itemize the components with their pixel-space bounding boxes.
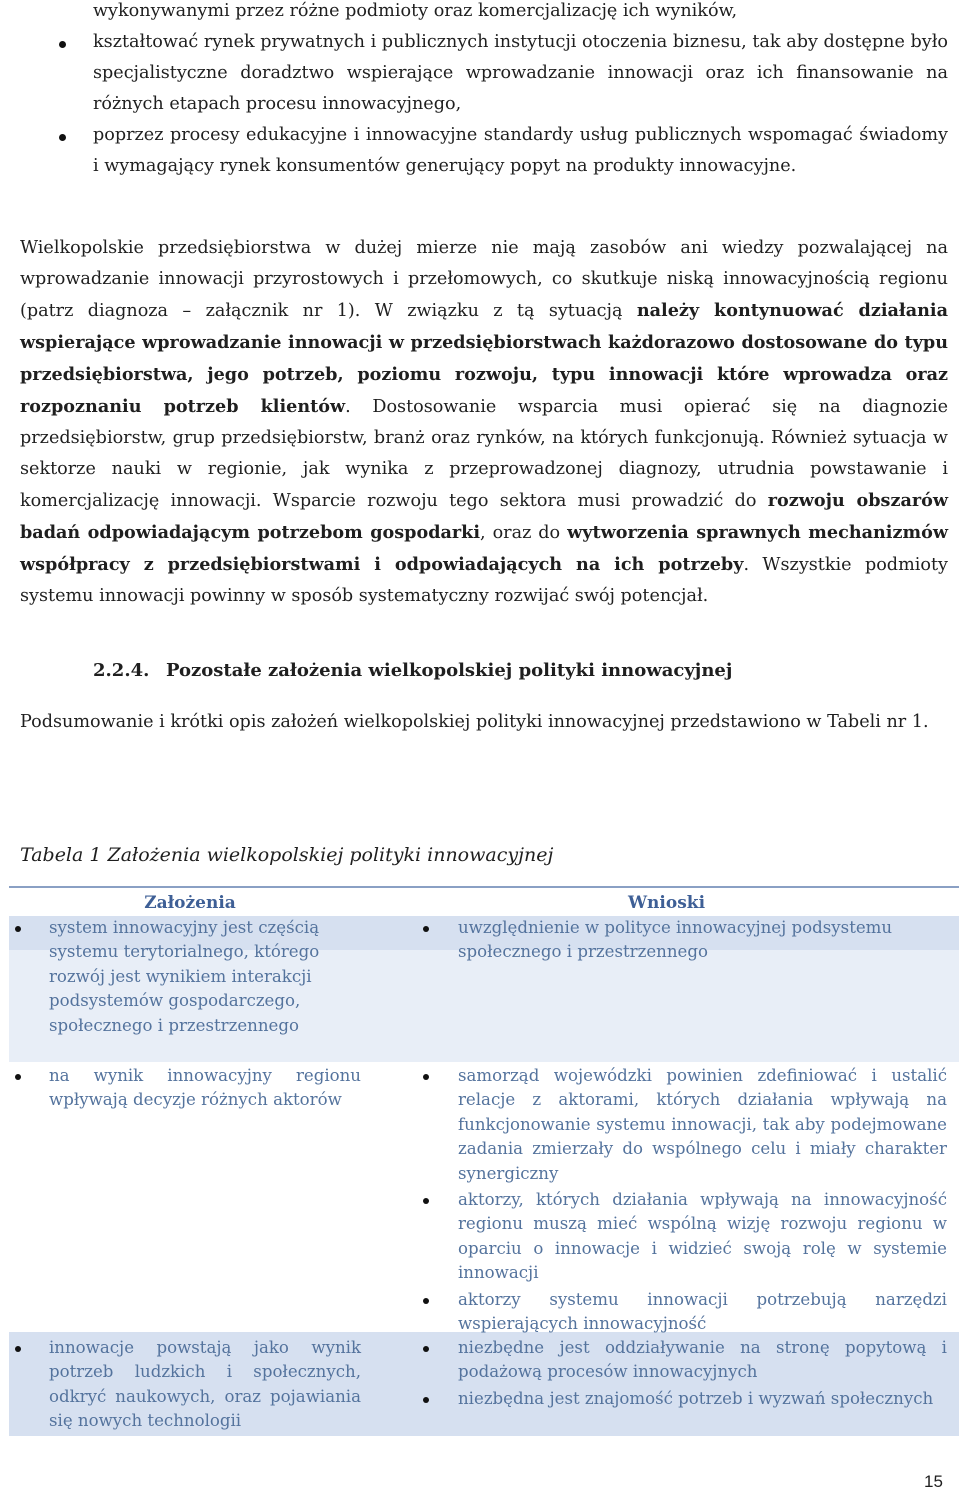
assumptions-table [9,886,959,1437]
bullet-icon [423,1298,429,1304]
bullet-icon [59,41,66,48]
bullet-icon [423,1397,429,1403]
list-item: niezbędne jest oddziaływanie na stronę popytową i podażową procesów innowacyjnych [409,1336,947,1385]
bullet-icon [423,1346,429,1352]
list-item: aktorzy, których działania wpływają na innowacyjność regionu muszą mieć wspólną wizję rozwoju regionu w oparciu o innowacje i widzieć swoją rolę w systemie innowacji [409,1188,947,1286]
table-cell-right [409,1336,947,1411]
list-item: innowacje powstają jako wynik potrzeb ludzkich i społecznych, odkryć naukowych, oraz pojawiania się nowych technologii [10,1336,361,1434]
table-cell-left [10,916,361,1038]
bullet-icon [423,1198,429,1204]
list-item: aktorzy systemu innowacji potrzebują narzędzi wspierających innowacyjność [409,1288,947,1337]
bullet-icon [423,926,429,932]
summary-paragraph: Podsumowanie i krótki opis założeń wielkopolskiej polityki innowacyjnej przedstawiono w Tabeli nr 1. [20,712,929,732]
bullet-icon [15,926,21,932]
section-title: Pozostałe założenia wielkopolskiej polityki innowacyjnej [166,660,733,681]
column-header-assumptions: Założenia [144,893,236,913]
list-item: kształtować rynek prywatnych i publicznych instytucji otoczenia biznesu, tak aby dostępne było specjalistyczne doradztwo wspierające wprowadzanie innowacji oraz ich finansowanie na różnych etapach procesu innowacyjnego, [56,27,948,120]
table-cell-left [10,1064,361,1113]
section-number: 2.2.4. [93,660,150,681]
table-cell-right [409,916,947,965]
list-item-continuation: wykonywanymi przez różne podmioty oraz komercjalizację ich wyników, [93,1,738,21]
list-item: uwzględnienie w polityce innowacyjnej podsystemu społecznego i przestrzennego [409,916,947,965]
top-bullet-list [56,0,948,182]
section-heading [93,656,732,686]
list-item: samorząd wojewódzki powinien zdefiniować i ustalić relacje z aktorami, których działania wpływają na funkcjonowanie systemu innowacji, tak aby podejmowane zadania zmierzały do wspólnego celu i miały charakter synergiczny [409,1064,947,1186]
table-cell-right [409,1064,947,1336]
bullet-icon [15,1074,21,1080]
bullet-icon [15,1346,21,1352]
bullet-icon [59,134,66,141]
table-caption: Tabela 1 Założenia wielkopolskiej polityki innowacyjnej [20,844,554,866]
list-item: na wynik innowacyjny regionu wpływają decyzje różnych aktorów [10,1064,361,1113]
table-cell-left [10,1336,361,1434]
list-item: niezbędna jest znajomość potrzeb i wyzwań społecznych [409,1387,947,1411]
list-item: system innowacyjny jest częścią systemu terytorialnego, którego rozwój jest wynikiem interakcji podsystemów gospodarczego, społecznego i przestrzennego [10,916,361,1038]
column-header-conclusions: Wnioski [627,893,706,913]
page-number: 15 [924,1472,943,1491]
bullet-icon [423,1074,429,1080]
list-item: poprzez procesy edukacyjne i innowacyjne standardy usług publicznych wspomagać świadomy i wymagający rynek konsumentów generujący popyt na produkty innowacyjne. [56,120,948,182]
body-paragraph: Wielkopolskie przedsiębiorstwa w dużej mierze nie mają zasobów ani wiedzy pozwalającej na wprowadzanie innowacji przyrostowych i przełomowych, co skutkuje niską innowacyjnością regionu (patrz diagnoza – załącznik nr 1). W związku z tą sytuacją należy kontynuować działania wspierające wprowadzanie innowacji w przedsiębiorstwach każdorazowo dostosowane do typu przedsiębiorstwa, jego potrzeb, poziomu rozwoju, typu innowacji które wprowadza oraz rozpoznaniu potrzeb klientów. Dostosowanie wsparcia musi opierać się na diagnozie przedsiębiorstw, grup przedsiębiorstw, branż oraz rynków, na których funkcjonują. Również sytuacja w sektorze nauki w regionie, jak wynika z przeprowadzonej diagnozy, utrudnia powstawanie i komercjalizację innowacji. Wsparcie rozwoju tego sektora musi prowadzić do rozwoju obszarów badań odpowiadającym potrzebom gospodarki, oraz do wytworzenia sprawnych mechanizmów współpracy z przedsiębiorstwami i odpowiadających na ich potrzeby. Wszystkie podmioty systemu innowacji powinny w sposób systematyczny rozwijać swój potencjał. [20,238,949,606]
